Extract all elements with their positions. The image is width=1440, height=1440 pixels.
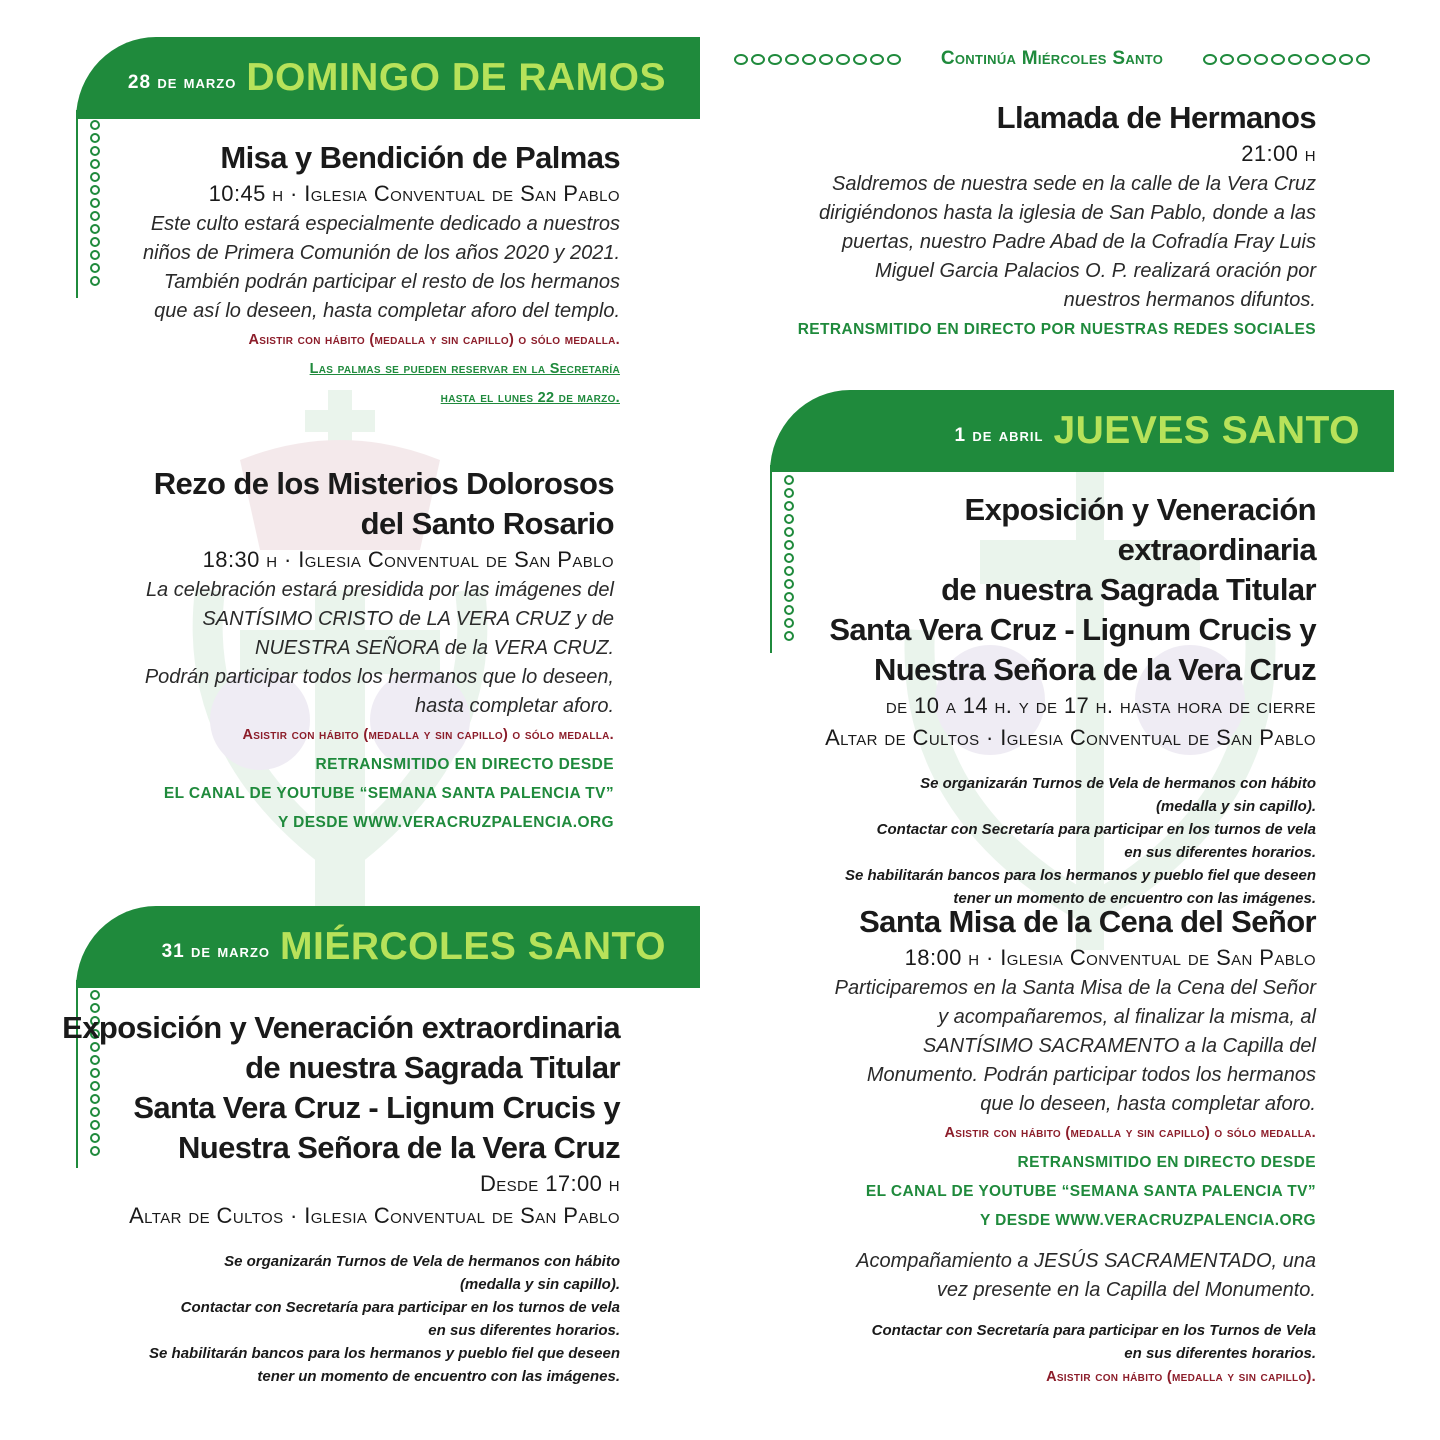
vela-note: Contactar con Secretaría para participar en los turnos de vela [876,821,1316,838]
vela-note: (medalla y sin capillo). [1155,798,1316,815]
accomp-line: vez presente en la Capilla del Monumento. [936,1279,1316,1301]
continua-label: Continúa Miércoles Santo [940,48,1164,69]
event-rosario [74,464,614,837]
continua-header [734,46,1370,72]
broadcast-line: RETRANSMITIDO EN DIRECTO DESDE [1017,1154,1316,1171]
chain-ornament [734,54,901,65]
event-desc-line: puertas, nuestro Padre Abad de la Cofradía Fray Luis [842,231,1316,253]
event-exposicion-jueves [776,490,1316,910]
vela-note: en sus diferentes horarios. [428,1322,620,1339]
event-llamada-hermanos [756,98,1316,344]
palms-note: hasta el lunes 22 de marzo. [440,390,620,406]
event-misa-palmas [80,138,620,413]
contact-note: Contactar con Secretaría para participar en los Turnos de Vela [871,1322,1316,1339]
vela-note: (medalla y sin capillo). [459,1276,620,1293]
event-title: Exposición y Veneración extraordinaria [62,1010,620,1045]
event-location: Altar de Cultos · Iglesia Conventual de San Pablo [825,725,1316,750]
event-desc-line: niños de Primera Comunión de los años 2020 y 2021. [143,242,620,264]
banner-date: 28 de marzo [127,72,237,93]
event-desc-line: La celebración estará presidida por las imágenes del [145,579,614,601]
event-title: del Santo Rosario [360,506,614,541]
event-title: Santa Vera Cruz - Lignum Crucis y [133,1090,620,1125]
day-banner-miercoles [76,906,700,988]
event-desc-line: y acompañaremos, al finalizar la misma, al [938,1006,1316,1028]
event-desc-line: NUESTRA SEÑORA de la VERA CRUZ. [255,637,614,659]
vela-note: tener un momento de encuentro con las imágenes. [953,890,1316,907]
event-desc-line: Monumento. Podrán participar todos los hermanos [866,1064,1316,1086]
day-banner-jueves [770,390,1394,472]
event-time: 18:30 h · Iglesia Conventual de San Pablo [202,547,614,572]
event-title: Santa Vera Cruz - Lignum Crucis y [829,612,1316,647]
broadcast-line: EL CANAL DE YOUTUBE “SEMANA SANTA PALENCIA TV” [865,1183,1316,1200]
broadcast-line: Y DESDE WWW.VERACRUZPALENCIA.ORG [979,1212,1316,1229]
event-location: Altar de Cultos · Iglesia Conventual de San Pablo [129,1203,620,1228]
dress-note: Asistir con hábito (medalla y sin capillo). [1046,1369,1316,1385]
palms-note: Las palmas se pueden reservar en la Secretaría [309,361,620,377]
vela-note: Se organizarán Turnos de Vela de hermanos con hábito [224,1253,620,1270]
event-title: Misa y Bendición de Palmas [220,140,620,175]
vela-note: Se organizarán Turnos de Vela de hermanos con hábito [920,775,1316,792]
event-desc-line: hasta completar aforo. [415,695,614,717]
event-desc-line: También podrán participar el resto de los hermanos [163,271,620,293]
event-title: Nuestra Señora de la Vera Cruz [177,1130,620,1165]
dress-note: Asistir con hábito (medalla y sin capillo) o sólo medalla. [248,332,620,348]
event-desc-line: SANTÍSIMO SACRAMENTO a la Capilla del [922,1035,1316,1057]
banner-day: DOMINGO DE RAMOS [246,56,666,99]
event-title: de nuestra Sagrada Titular [245,1050,620,1085]
event-title: de nuestra Sagrada Titular [941,572,1316,607]
event-desc-line: SANTÍSIMO CRISTO de LA VERA CRUZ y de [202,608,614,630]
vela-note: Contactar con Secretaría para participar en los turnos de vela [180,1299,620,1316]
event-desc-line: Miguel Garcia Palacios O. P. realizará oración por [875,260,1316,282]
event-desc-line: dirigiéndonos hasta la iglesia de San Pablo, donde a las [818,202,1316,224]
left-rule [770,465,772,653]
event-desc-line: que así lo deseen, hasta completar aforo del templo. [154,300,620,322]
event-desc-line: Participaremos en la Santa Misa de la Cena del Señor [834,977,1316,999]
banner-day: MIÉRCOLES SANTO [280,925,666,968]
event-desc-line: nuestros hermanos difuntos. [1063,289,1316,311]
contact-note: en sus diferentes horarios. [1124,1345,1316,1362]
dress-note: Asistir con hábito (medalla y sin capillo) o sólo medalla. [944,1125,1316,1141]
event-title: Exposición y Veneración extraordinaria [964,492,1316,567]
event-desc-line: Saldremos de nuestra sede en la calle de la Vera Cruz [832,173,1316,195]
event-desc-line: Podrán participar todos los hermanos que lo deseen, [144,666,614,688]
chain-ornament [1203,54,1370,65]
broadcast-line: EL CANAL DE YOUTUBE “SEMANA SANTA PALENCIA TV” [163,785,614,802]
vela-note: Se habilitarán bancos para los hermanos y pueblo fiel que deseen [149,1345,620,1362]
vela-note: Se habilitarán bancos para los hermanos y pueblo fiel que deseen [845,867,1316,884]
broadcast-line: RETRANSMITIDO EN DIRECTO DESDE [315,756,614,773]
event-title: Nuestra Señora de la Vera Cruz [873,652,1316,687]
left-rule [76,110,78,298]
event-cena-senor [756,902,1316,1389]
event-time: Desde 17:00 h [479,1171,620,1196]
event-time: 18:00 h · Iglesia Conventual de San Pablo [904,945,1316,970]
broadcast-line: RETRANSMITIDO EN DIRECTO POR NUESTRAS REDES SOCIALES [797,321,1316,338]
event-exposicion-miercoles [60,1008,620,1388]
vela-note: tener un momento de encuentro con las imágenes. [257,1368,620,1385]
dress-note: Asistir con hábito (medalla y sin capillo) o sólo medalla. [242,727,614,743]
event-desc-line: que lo deseen, hasta completar aforo. [980,1093,1316,1115]
banner-date: 31 de marzo [161,941,271,962]
banner-date: 1 de abril [954,425,1044,446]
event-time: 21:00 h [1241,141,1316,166]
vela-note: en sus diferentes horarios. [1124,844,1316,861]
event-title: Santa Misa de la Cena del Señor [859,904,1316,939]
accomp-line: Acompañamiento a JESÚS SACRAMENTADO, una [856,1250,1316,1272]
event-title: Llamada de Hermanos [996,100,1316,135]
event-desc-line: Este culto estará especialmente dedicado a nuestros [150,213,620,235]
event-time: de 10 a 14 h. y de 17 h. hasta hora de cierre [885,693,1316,718]
banner-day: JUEVES SANTO [1053,409,1360,452]
event-time: 10:45 h · Iglesia Conventual de San Pablo [208,181,620,206]
event-title: Rezo de los Misterios Dolorosos [153,466,614,501]
broadcast-line: Y DESDE WWW.VERACRUZPALENCIA.ORG [277,814,614,831]
day-banner-domingo [76,37,700,119]
